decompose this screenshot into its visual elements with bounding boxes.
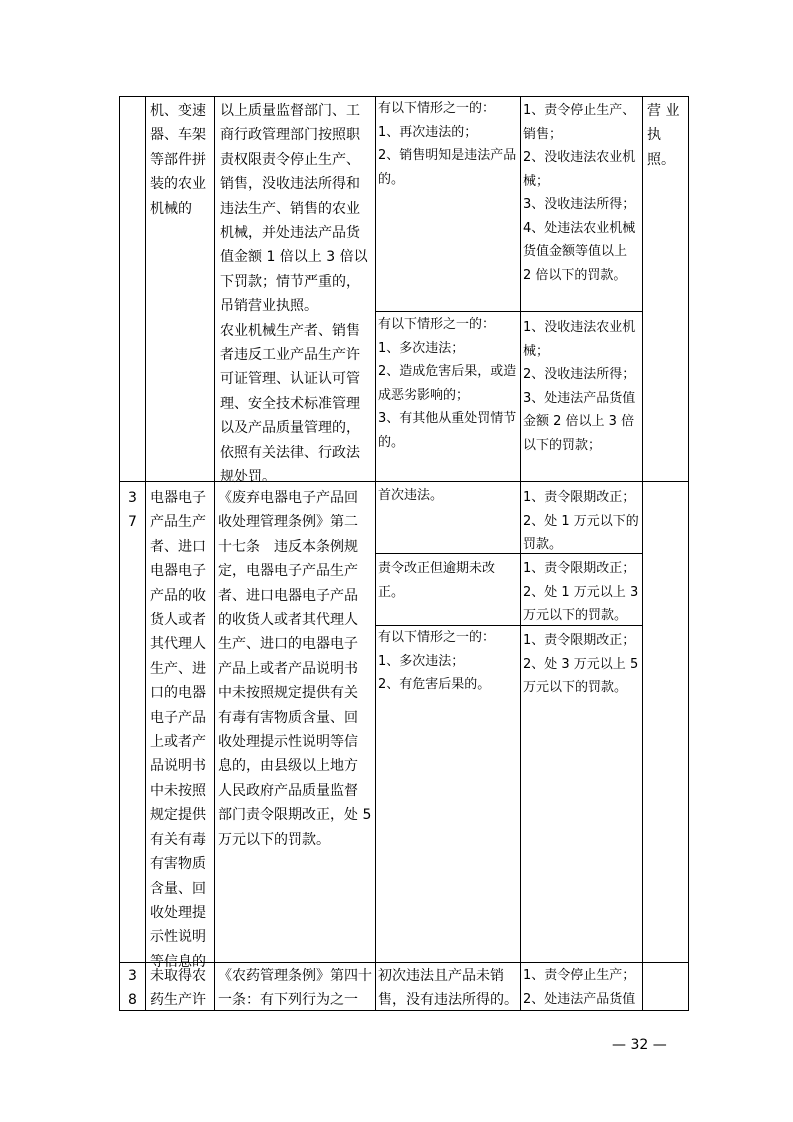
row-seq-number: 3 7 (128, 490, 137, 531)
row-subject: 机、变速 器、车架 等部件拼 装的农业 机械的 (150, 103, 206, 217)
table-border-left (119, 96, 120, 1011)
row-situation: 责令改正但逾期未改 正。 (378, 561, 496, 600)
row-situation: 有以下情形之一的： 1、再次违法的； 2、销售明知是违法产品 的。 (378, 101, 517, 187)
row-penalty: 1、没收违法农业机 械； 2、没收违法所得； 3、处违法产品货值 金额 2 倍以上 3 倍 以下的罚款； (523, 320, 636, 453)
row-sub-divider (375, 311, 643, 312)
row-penalty: 1、责令停止生产、 销售； 2、没收违法农业机 械； 3、没收违法所得； 4、处违法农业机械 货值金额等值以上 2 倍以下的罚款。 (523, 103, 636, 283)
page-number: — 32 — (612, 1037, 667, 1053)
row-situation: 有以下情形之一的： 1、多次违法； 2、造成危害后果，或造 成恶劣影响的； 3、有其他从重处罚情节 的。 (378, 317, 517, 450)
row-penalty: 1、责令限期改正； 2、处 1 万元以上 3 万元以下的罚款。 (523, 561, 639, 623)
row-legal-basis: 《废弃电器电子产品回 收处理管理条例》第二 十七条 违反本条例规 定，电器电子产品生产 者、进口电器电子产品 的收货人或者其代理人 生产、进口的电器电子 产品上或者产品说明书 中未按照规定提供有关 有毒有害物质含量、回 收处理提示性说明等信 息的，由县级以上地方 人民政府产品质量监督 部门责令限期改正，处 5 万元以下的罚款。 (218, 490, 372, 848)
row-penalty: 1、责令限期改正； 2、处 3 万元以上 5 万元以下的罚款。 (523, 633, 639, 695)
table-col-divider-2 (214, 96, 215, 1011)
row-legal-basis: 以上质量监督部门、工 商行政管理部门按照职 责权限责令停止生产、 销售，没收违法所得和 违法生产、销售的农业 机械，并处违法产品货 值金额 1 倍以上 3 倍以 下罚款；情节严重的， 吊销营业执照。 农业机械生产者、销售 者违反工业产品生产许 可证管理、认证认可管 理、安全技术标准管理 以及产品质量管理的， 依照有关法律、行政法 规处罚。 (220, 103, 368, 486)
row-situation: 首次违法。 (378, 488, 444, 503)
row-penalty: 1、责令限期改正； 2、处 1 万元以下的 罚款。 (523, 490, 639, 552)
row-seq-number: 3 8 (128, 968, 137, 1009)
row-situation: 有以下情形之一的： 1、多次违法； 2、有危害后果的。 (378, 630, 496, 692)
row-subject: 电器电子 产品生产 者、进口 电器电子 产品的收 货人或者 其代理人 生产、进 口的电器 电子产品 上或者产 品说明书 中未按照 规定提供 有关有毒 有害物质 含量、回 收处理提 示性说明 等信息的 (150, 490, 206, 970)
table-col-divider-1 (145, 96, 146, 1011)
row-situation: 初次违法且产品未销 售，没有违法所得的。 (378, 968, 518, 1009)
row-note: 营 业 执 照。 (647, 103, 680, 168)
row-divider (119, 481, 689, 482)
row-penalty: 1、责令停止生产； 2、处违法产品货值 (523, 968, 636, 1007)
row-legal-basis: 《农药管理条例》第四十 一条：有下列行为之一 (218, 968, 372, 1009)
row-subject: 未取得农 药生产许 (150, 968, 206, 1009)
table-border-right (688, 96, 689, 1011)
